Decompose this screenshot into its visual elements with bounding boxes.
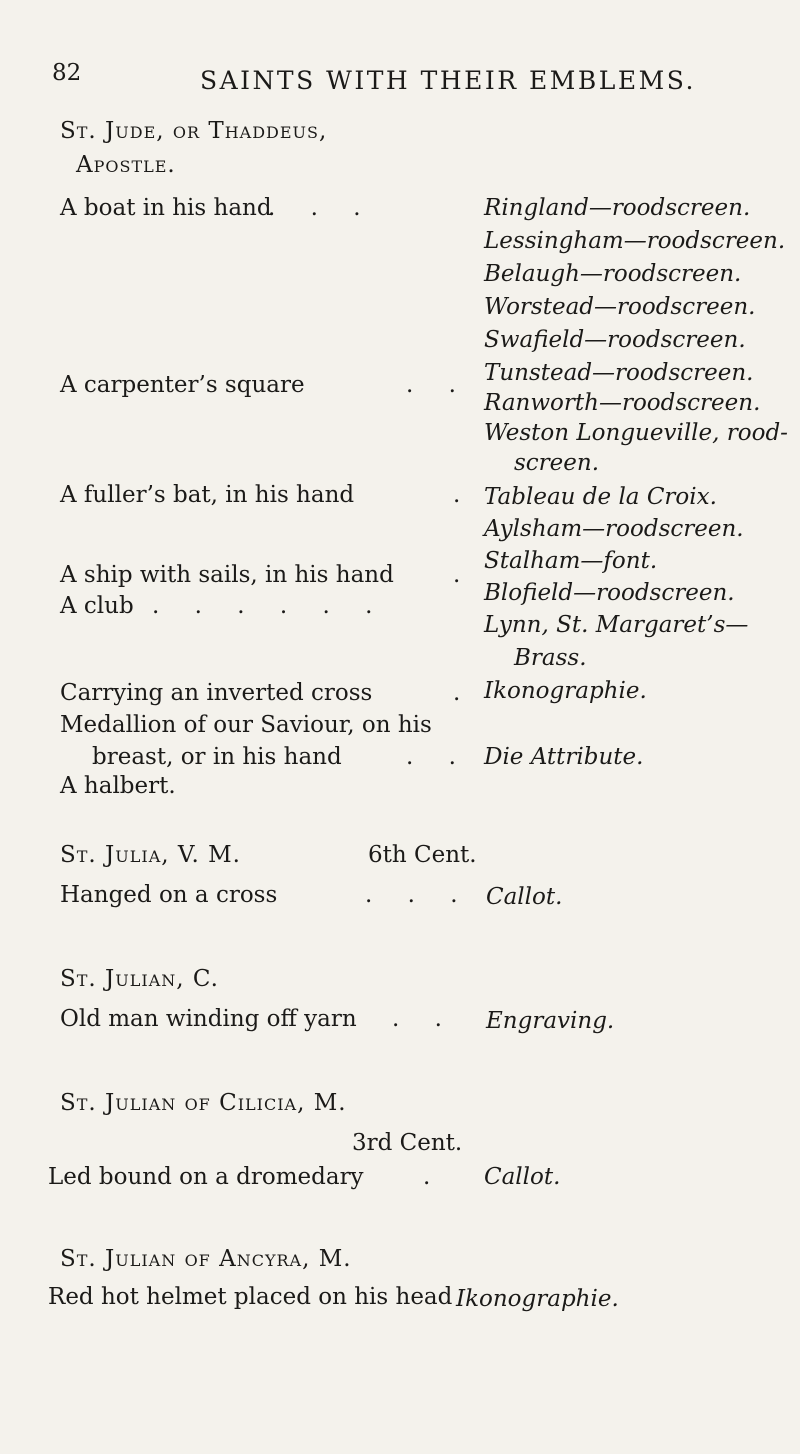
leader-dots: . . . [365, 882, 472, 908]
emblem-text: A carpenter’s square [60, 372, 305, 398]
century-label: 6th Cent. [368, 842, 477, 868]
saint-title-jude: Apostle. [76, 152, 176, 178]
saint-name-julia: St. Julia, V. M. [60, 842, 241, 868]
running-title: SAINTS WITH THEIR EMBLEMS. [200, 66, 696, 95]
leader-dots: . [423, 1164, 445, 1190]
emblem-text: A halbert. [60, 773, 176, 799]
emblem-text: Medallion of our Saviour, on his [60, 712, 432, 738]
source-reference: Lessingham—roodscreen. [484, 228, 786, 254]
emblem-text: Led bound on a dromedary [48, 1164, 364, 1190]
source-reference: Weston Longueville, rood- [484, 420, 788, 446]
source-reference: Tableau de la Croix. [484, 484, 717, 510]
source-reference: Stalham—font. [484, 548, 658, 574]
source-reference: Die Attribute. [484, 744, 644, 770]
source-reference: Tunstead—roodscreen. [484, 360, 754, 386]
source-reference: Worstead—roodscreen. [484, 294, 756, 320]
page-number: 82 [52, 60, 82, 86]
source-reference: Ikonographie. [456, 1286, 619, 1312]
source-reference: Lynn, St. Margaret’s— [484, 612, 749, 638]
emblem-text: breast, or in his hand [92, 744, 342, 770]
emblem-text: A club [60, 593, 134, 619]
emblem-text: A boat in his hand [60, 195, 272, 221]
saint-name-julian-ancyra: St. Julian of Ancyra, M. [60, 1246, 352, 1272]
saint-name-julian-cilicia: St. Julian of Cilicia, M. [60, 1090, 347, 1116]
source-reference: Belaugh—roodscreen. [484, 261, 742, 287]
source-reference: Ringland—roodscreen. [484, 195, 751, 221]
century-label: 3rd Cent. [352, 1130, 463, 1156]
leader-dots: . . [406, 744, 470, 770]
source-reference: Blofield—roodscreen. [484, 580, 735, 606]
saint-name-julian: St. Julian, C. [60, 966, 219, 992]
leader-dots: . . . [268, 195, 375, 221]
source-reference: Aylsham—roodscreen. [484, 516, 744, 542]
leader-dots: . [453, 680, 475, 706]
source-reference: Callot. [486, 884, 563, 910]
emblem-text: Old man winding off yarn [60, 1006, 357, 1032]
emblem-text: A ship with sails, in his hand [60, 562, 394, 588]
saint-name-jude: St. Jude, or Thaddeus, [60, 118, 328, 144]
source-reference: Ranworth—roodscreen. [484, 390, 761, 416]
emblem-text: A fuller’s bat, in his hand [60, 482, 355, 508]
leader-dots: . . [406, 372, 470, 398]
source-reference: Engraving. [486, 1008, 615, 1034]
leader-dots: . [453, 482, 475, 508]
emblem-text: Hanged on a cross [60, 882, 278, 908]
source-reference: screen. [514, 450, 600, 476]
leader-dots: . . . . . . [152, 593, 387, 619]
leader-dots: . [453, 562, 475, 588]
leader-dots: . . [392, 1006, 456, 1032]
emblem-text: Carrying an inverted cross [60, 680, 373, 706]
source-reference: Swafield—roodscreen. [484, 327, 746, 353]
emblem-text: Red hot helmet placed on his head [48, 1284, 453, 1310]
source-reference: Ikonographie. [484, 678, 647, 704]
source-reference: Callot. [484, 1164, 561, 1190]
source-reference: Brass. [514, 645, 587, 671]
